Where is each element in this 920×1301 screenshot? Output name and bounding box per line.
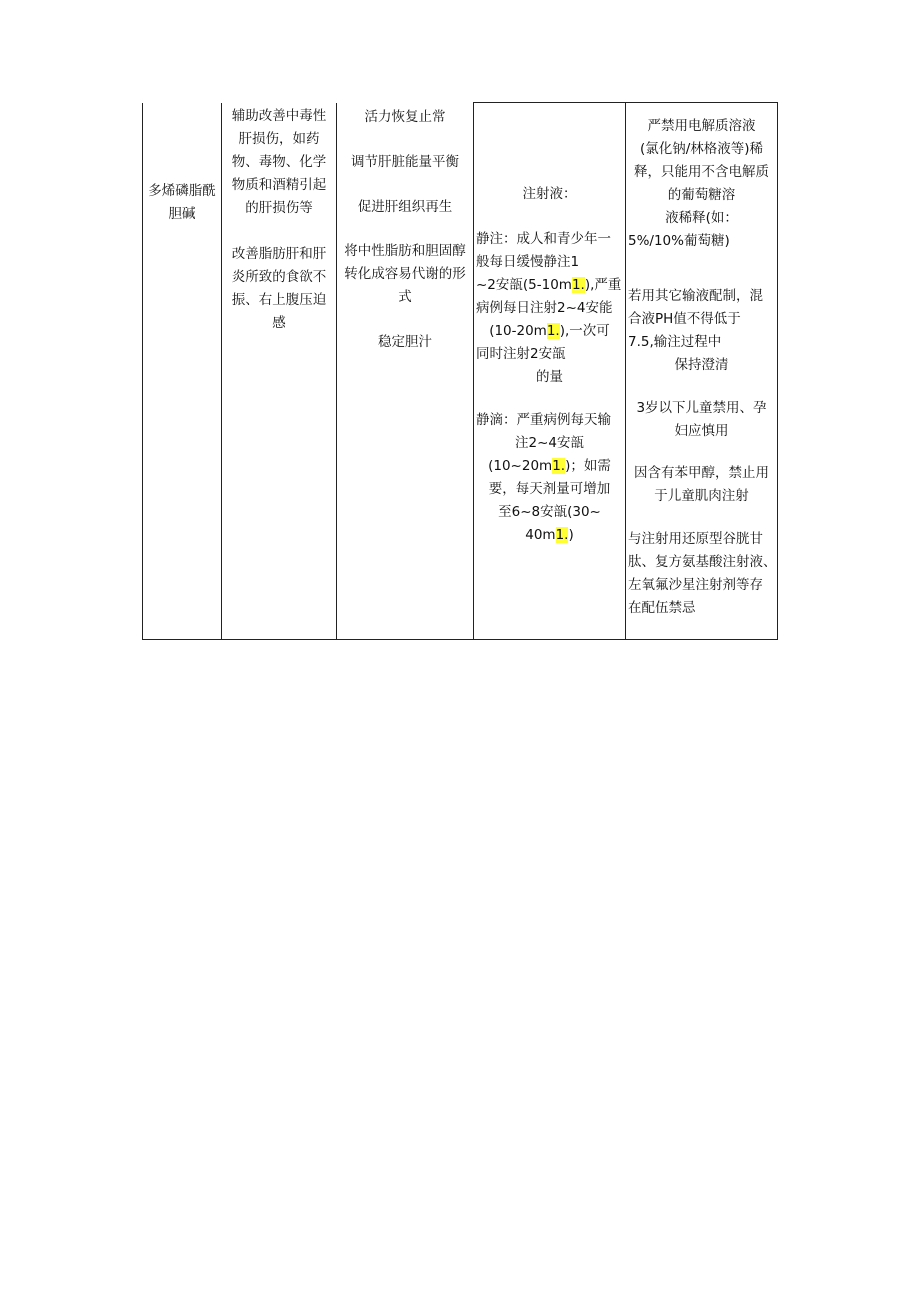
drug-name-line: 胆碱 [168,205,196,222]
indication-line: 物、毒物、化学 [231,153,327,170]
dosage-text: )；如需 [565,458,611,474]
dosage-text: (10~20m [488,458,553,474]
precaution-line: 液稀释(如： [665,210,738,226]
effect-line: 调节肝脏能量平衡 [351,153,459,170]
dosage-text: ) [568,527,574,543]
dosage-line: 注2~4安瓿 [515,435,584,451]
indication-line: 肝损伤，如药 [238,130,320,147]
precaution-line: 在配伍禁忌 [628,600,696,616]
effect-line: 活力恢复止常 [364,108,446,125]
effect-line: 式 [398,288,412,305]
dosage-line: 同时注射2安瓿 [476,346,566,362]
precaution-line: 保持澄清 [674,357,729,373]
highlight-mark: 1. [552,458,566,474]
precaution-line: 合液PH值不得低于 [628,311,741,327]
precaution-line: 肽、复方氨基酸注射液、 [628,554,777,570]
drug-info-table [142,102,778,640]
dosage-text: ),严重 [584,277,622,293]
dosage-text: ),一次可 [559,323,610,339]
dosage-line: 静滴：严重病例每天输 [476,412,611,428]
dosage-heading: 注射液： [522,186,577,202]
effects-cell [337,103,474,640]
effect-line: 转化成容易代谢的形 [344,265,466,282]
dosage-cell [474,103,626,640]
indications-cell [222,103,337,640]
precaution-line: 5%/10%葡萄糖) [628,233,730,249]
highlight-mark: 1. [546,323,560,339]
indication-line: 炎所致的食欲不 [231,268,327,285]
dosage-line: 般每日缓慢静注1 [476,254,580,270]
precaution-line: 与注射用还原型谷胱甘 [628,531,763,547]
precaution-line: (氯化钠/林格液等)稀 [639,141,764,157]
precaution-line: 3岁以下儿童禁用、孕 [636,400,767,416]
precaution-line: 于儿童肌肉注射 [654,488,749,504]
precaution-line: 妇应慎用 [674,423,729,439]
dosage-text: (10-20m [489,323,547,339]
highlight-mark: 1. [555,527,569,543]
dosage-text: ~2安瓿(5-10m [476,277,572,293]
drug-name-cell [143,103,222,640]
indication-line: 振、右上腹压迫 [231,291,327,308]
dosage-line [474,455,625,478]
dosage-line: 至6~8安瓿(30~ [498,504,601,520]
dosage-line: 的量 [536,369,563,385]
table-row [143,103,778,640]
dosage-line: 静注：成人和青少年一 [476,231,611,247]
dosage-text: 40m [525,527,556,543]
drug-name-line: 多烯磷脂酰 [148,182,216,199]
precaution-line: 释，只能用不含电解质 [634,164,769,180]
precaution-line: 的葡萄糖溶 [667,187,736,203]
dosage-line [474,320,625,343]
effect-line: 稳定胆汁 [378,333,432,350]
indication-line: 辅助改善中毒性 [231,107,327,124]
highlight-mark: 1. [571,277,585,293]
precaution-line: 严禁用电解质溶液 [647,118,756,134]
dosage-line: 病例每日注射2~4安能 [476,300,613,316]
effect-line: 促进肝组织再生 [357,198,453,215]
dosage-line [474,524,625,547]
dosage-line [476,274,621,297]
indication-line: 物质和酒精引起 [231,176,327,193]
effect-line: 将中性脂肪和胆固醇 [344,242,466,259]
precautions-cell [626,103,778,640]
dosage-line: 要，每天剂量可增加 [488,481,611,497]
indication-line: 改善脂肪肝和肝 [231,245,327,262]
precaution-line: 若用其它输液配制，混 [628,288,763,304]
precaution-line: 左氧氟沙星注射剂等存 [628,577,763,593]
precaution-line: 因含有苯甲醇，禁止用 [634,465,769,481]
indication-line: 的肝损伤等 [245,199,313,216]
precaution-line: 7.5,输注过程中 [628,334,722,350]
indication-line: 感 [272,314,286,331]
